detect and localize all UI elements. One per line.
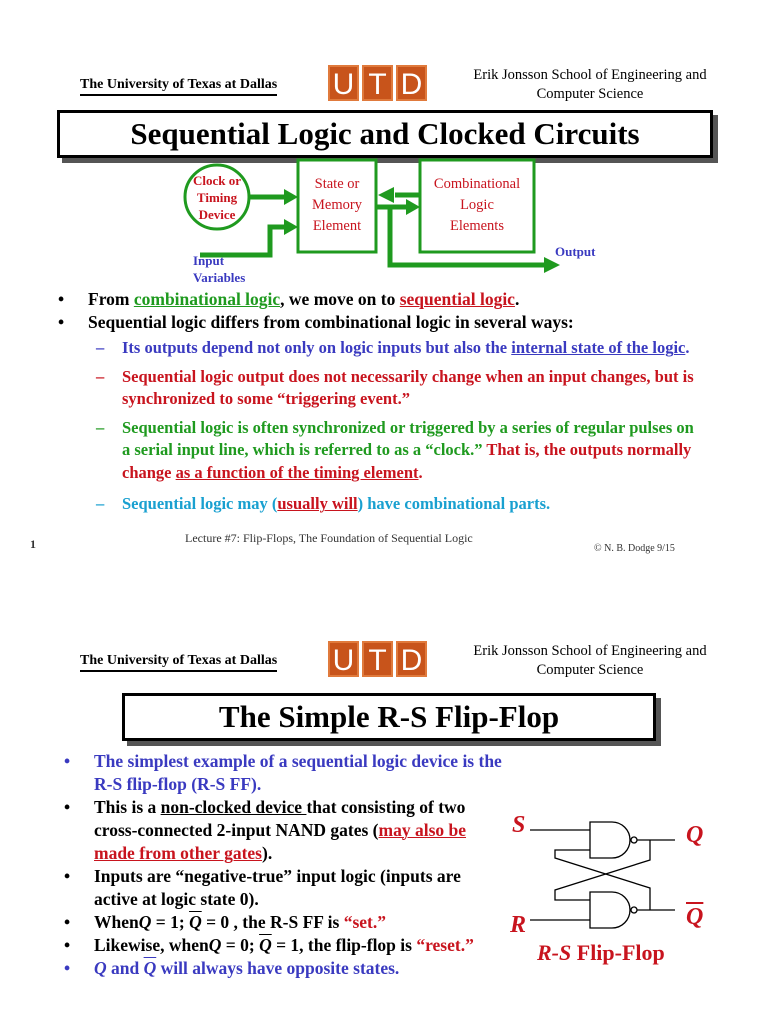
sub-bullet-2: – Sequential logic output does not necessarily change when an input changes, but is synchronized to some “triggering event.” (96, 366, 694, 408)
slide-title: Sequential Logic and Clocked Circuits (57, 110, 713, 158)
school-name-2: Erik Jonsson School of Engineering and Computer Science (473, 643, 707, 678)
sub-bullet-1: – Its outputs depend not only on logic inputs but also the internal state of the logic. (96, 338, 690, 357)
utd-logo-2: U T D (328, 641, 427, 677)
s2-bullet-2: • This is a non-clocked device that consisting of two cross-connected 2-input NAND gates (may also be made from other gates). (64, 796, 504, 865)
university-name-2: The University of Texas at Dallas (80, 653, 277, 672)
sub-bullet-3: – Sequential logic is often synchronized or triggered by a series of regular pulses on a serial input line, which is referred to as a “clock.” That is, the outputs normally change as a function of the timing element. (96, 417, 694, 482)
logo-letter-t: T (362, 65, 393, 101)
logo-letter-d: D (396, 65, 427, 101)
clock-label: Clock or Timing Device (192, 173, 242, 222)
copyright: © N. B. Dodge 9/15 (594, 543, 675, 554)
logo-letter-u: U (328, 65, 359, 101)
slide1-bullets (58, 288, 738, 516)
slide2-bullets (64, 750, 504, 980)
state-label: State or Memory Element (312, 176, 362, 234)
utd-logo (328, 65, 427, 101)
flipflop-caption: R-S Flip-Flop (537, 940, 665, 965)
link-combinational: combinational logic (133, 289, 281, 309)
university-name: The University of Texas at Dallas (80, 77, 277, 96)
slide-title-2: The Simple R-S Flip-Flop (122, 693, 656, 741)
output-q-label: Q (686, 822, 704, 848)
input-r-label: R (510, 912, 527, 938)
sequential-block-diagram (0, 155, 768, 285)
school-name: Erik Jonsson School of Engineering and Computer Science (473, 67, 707, 102)
s2-bullet-4: • WhenQ = 1; $\overline{Q} = 0$ , the R-S FF is “set.” (64, 911, 504, 934)
s2-bullet-5: • Likewise, whenQ = 0; $\overline{Q} = 1$, the flip-flop is “reset.” (64, 934, 504, 957)
output-qbar-label: $\overline{Q}$ (686, 904, 704, 930)
link-sequential: sequential logic (399, 289, 515, 309)
combinational-label: Combinational Logic Elements (433, 176, 521, 234)
output-label: Output (555, 244, 596, 259)
bullet-1: • From combinational logic, we move on to sequential logic. (58, 288, 738, 311)
s2-bullet-3: • Inputs are “negative-true” input logic (inputs are active at logic state 0). (64, 865, 504, 911)
page-number: 1 (30, 537, 36, 551)
bullet-2: • Sequential logic differs from combinational logic in several ways: (58, 311, 738, 334)
sub-bullet-4: – Sequential logic may (usually will) have combinational parts. (96, 494, 551, 513)
input-label: Input Variables (193, 253, 246, 285)
footer-lecture: Lecture #7: Flip-Flops, The Foundation of Sequential Logic (185, 531, 473, 545)
s2-bullet-1: • The simplest example of a sequential logic device is the R-S flip-flop (R-S FF). (64, 750, 504, 796)
input-s-label: S (512, 812, 526, 838)
s2-bullet-6: • Q and $\overline{Q}$ will always have opposite states. (64, 957, 504, 980)
